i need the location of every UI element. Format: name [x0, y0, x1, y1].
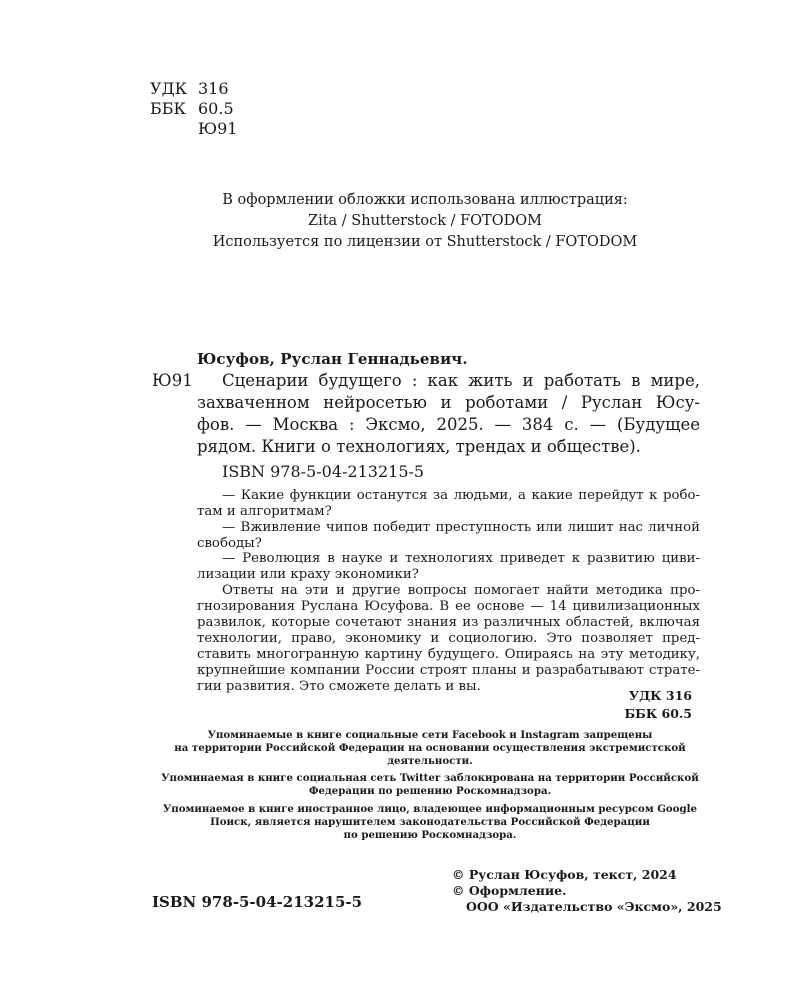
cover-credit: [100, 190, 750, 253]
cover-credit-line: В оформлении обложки использована иллюстрация:: [222, 192, 628, 208]
notice-line: деятельности.: [387, 755, 473, 767]
annotation-line: там и алгоритмам?: [197, 504, 332, 519]
udk-value: 316: [198, 79, 229, 98]
description-line: Сценарии будущего : как жить и работать в мире,: [222, 371, 700, 390]
bbk-row: [150, 99, 234, 119]
author-heading: Юсуфов, Руслан Геннадьевич.: [197, 350, 468, 368]
copyright-author: © Руслан Юсуфов, текст, 2024: [452, 867, 677, 882]
annotation-line: развилок, которые сочетают знания из различных областей, включая: [197, 615, 700, 630]
annotation-line: — Вживление чипов победит преступность или лишит нас личной: [222, 520, 700, 535]
notice-line: Упоминаемое в книге иностранное лицо, владеющее информационным ресурсом Google: [162, 803, 698, 815]
copyright-publisher: ООО «Издательство «Эксмо», 2025: [466, 899, 722, 914]
notice-line: Поиск, является нарушителем законодательства Российской Федерации: [210, 816, 650, 828]
annotation-line: крупнейшие компании России строят планы и разрабатывают страте-: [197, 663, 700, 678]
description-line: рядом. Книги о технологиях, трендах и обществе).: [197, 437, 641, 456]
annotation-bbk: ББК 60.5: [624, 706, 692, 721]
notice-meta: [140, 729, 720, 768]
bbk-label: ББК: [150, 99, 186, 118]
annotation-line: лизации или краху экономики?: [197, 567, 419, 582]
isbn-bottom: ISBN 978-5-04-213215-5: [152, 893, 363, 911]
cover-credit-line: Zita / Shutterstock / FOTODOM: [308, 213, 542, 229]
annotation-line: — Какие функции останутся за людьми, а какие перейдут к робо-: [222, 488, 700, 503]
notice-line: Упоминаемые в книге социальные сети Facebook и Instagram запрещены: [207, 729, 653, 741]
notice-line: на территории Российской Федерации на основании осуществления экстремистской: [174, 742, 686, 754]
bbk-value: 60.5: [198, 99, 234, 118]
library-cipher: Ю91: [152, 371, 193, 390]
annotation-line: — Революция в науке и технологиях приведет к развитию циви-: [222, 551, 700, 566]
udk-row: [150, 79, 229, 99]
copyright-design: © Оформление.: [452, 883, 567, 898]
author-mark-row: [150, 119, 237, 139]
annotation-line: гии развития. Это сможете делать и вы.: [197, 679, 481, 694]
annotation-line: ставить многогранную картину будущего. Опираясь на эту методику,: [197, 647, 700, 662]
notice-google: [140, 803, 720, 842]
notice-line: по решению Роскомнадзора.: [343, 829, 517, 841]
annotation-line: гнозирования Руслана Юсуфова. В ее основе — 14 цивилизационных: [197, 599, 700, 614]
description-line: фов. — Москва : Эксмо, 2025. — 384 с. — (Будущее: [197, 415, 700, 434]
author-mark: Ю91: [198, 119, 238, 138]
annotation-line: свободы?: [197, 536, 262, 551]
annotation-line: Ответы на эти и другие вопросы помогает найти методика про-: [222, 583, 700, 598]
notice-twitter: [140, 772, 720, 798]
annotation-udk: УДК 316: [628, 688, 692, 703]
notice-line: Упоминаемая в книге социальная сеть Twitter заблокирована на территории Российской: [161, 772, 699, 784]
udk-label: УДК: [150, 79, 187, 98]
annotation-line: технологии, право, экономику и социологию. Это позволяет пред-: [197, 631, 700, 646]
cover-credit-line: Используется по лицензии от Shutterstock / FOTODOM: [212, 234, 638, 250]
notice-line: Федерации по решению Роскомнадзора.: [308, 785, 552, 797]
description-line: захваченном нейросетью и роботами / Руслан Юсу-: [197, 393, 700, 412]
isbn-record: ISBN 978-5-04-213215-5: [222, 462, 425, 481]
